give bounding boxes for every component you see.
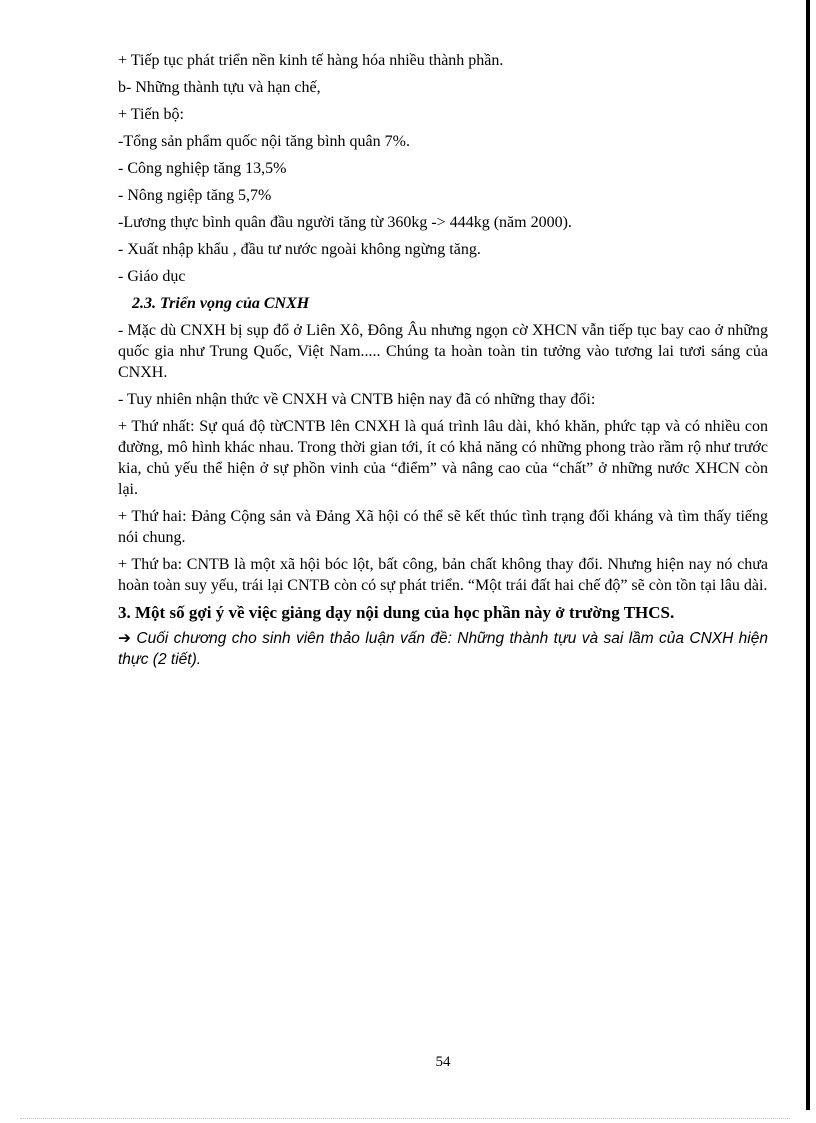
paragraph: - Tuy nhiên nhận thức về CNXH và CNTB hiện nay đã có những thay đổi: — [118, 391, 596, 408]
text-line: - Nông ngiệp tăng 5,7% — [118, 187, 272, 204]
page-bottom-divider — [20, 1118, 790, 1119]
page-border-right — [806, 0, 810, 1110]
document-body — [118, 50, 768, 670]
text-line: -Tổng sản phẩm quốc nội tăng bình quân 7%. — [118, 133, 410, 150]
paragraph: + Thứ ba: CNTB là một xã hội bóc lột, bất công, bản chất không thay đổi. Nhưng hiện nay nó chưa hoàn toàn suy yếu, trái lại CNTB còn có sự phát triển. “Một trái đất hai chế độ” sẽ còn tồn tại lâu dài. — [118, 556, 768, 594]
paragraph: - Mặc dù CNXH bị sụp đổ ở Liên Xô, Đông Âu nhưng ngọn cờ XHCN vẫn tiếp tục bay cao ở những quốc gia như Trung Quốc, Việt Nam..... Chúng ta hoàn toàn tin tưởng vào tương lai tươi sáng của CNXH. — [118, 322, 768, 381]
text-line: - Giáo dục — [118, 268, 186, 285]
text-line: b- Những thành tựu và hạn chế, — [118, 79, 321, 96]
paragraph: + Thứ nhất: Sự quá độ từCNTB lên CNXH là quá trình lâu dài, khó khăn, phức tạp và có nhiều con đường, mô hình khác nhau. Trong thời gian tới, ít có khả năng có những phong trào rầm rộ như trước kia, chủ yếu thể hiện ở sự phồn vinh của “điểm” và nâng cao của “chất” ở những nước XHCN còn lại. — [118, 418, 768, 498]
subheading: 2.3. Triển vọng của CNXH — [132, 295, 310, 312]
text-line: - Xuất nhập khẩu , đầu tư nước ngoài không ngừng tăng. — [118, 241, 481, 258]
page-number: 54 — [435, 1054, 451, 1070]
text-line: - Công nghiệp tăng 13,5% — [118, 160, 287, 177]
arrow-right-icon: ➔ — [118, 630, 131, 647]
text-line: -Lương thực bình quân đầu người tăng từ 360kg -> 444kg (năm 2000). — [118, 214, 572, 231]
paragraph: + Thứ hai: Đảng Cộng sản và Đảng Xã hội có thể sẽ kết thúc tình trạng đối kháng và tìm thấy tiếng nói chung. — [118, 508, 768, 546]
discussion-note — [118, 628, 768, 670]
text-line: + Tiếp tục phát triển nền kinh tế hàng hóa nhiều thành phần. — [118, 52, 504, 69]
note-text: Cuối chương cho sinh viên thảo luận vấn đề: Những thành tựu và sai lầm của CNXH hiện thực (2 tiết). — [118, 630, 768, 668]
text-line: + Tiến bộ: — [118, 106, 184, 123]
section-heading: 3. Một số gợi ý về việc giảng dạy nội dung của học phần này ở trường THCS. — [118, 603, 675, 622]
